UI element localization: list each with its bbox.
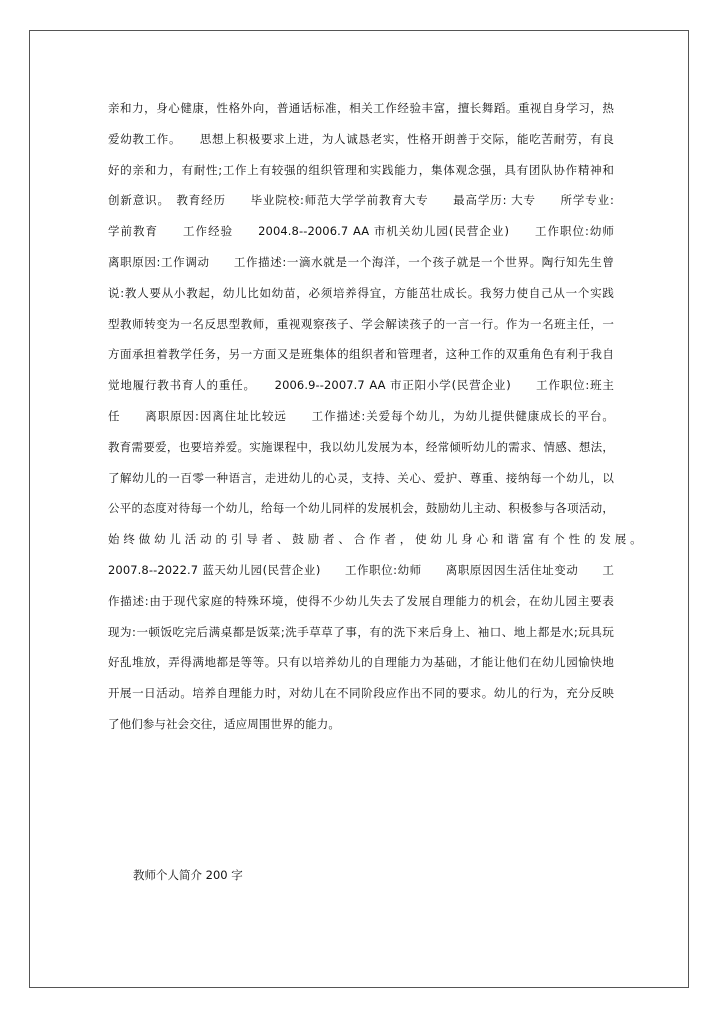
text-line: 了他们参与社会交往，适应周围世界的能力。 — [108, 716, 340, 731]
text-line: 现为:一顿饭吃完后满桌都是饭菜;洗手草草了事，有的洗下来后身上、袖口、地上都是水;玩具玩 — [108, 624, 614, 639]
text-line: 公平的态度对待每一个幼儿，给每一个幼儿同样的发展机会，鼓励幼儿主动、积极参与各项活动， — [108, 501, 614, 516]
text-line: 离职原因:工作调动 工作描述:一滴水就是一个海洋，一个孩子就是一个世界。陶行知先生曾 — [108, 254, 614, 269]
section-heading: 教师个人简介 200 字 — [133, 868, 243, 882]
text-line: 创新意识。 教育经历 毕业院校:师范大学学前教育大专 最高学历: 大专 所学专业: — [108, 193, 614, 208]
text-line: 爱幼教工作。 思想上积极要求上进，为人诚恳老实，性格开朗善于交际，能吃苦耐劳，有良 — [108, 131, 614, 146]
text-line: 始 终 做 幼 儿 活 动 的 引 导 者 、 鼓 励 者 、 合 作 者 ， 使 幼 儿 身 心 和 谐 富 有 个 性 的 发 展 。 — [108, 532, 642, 547]
text-line: 2007.8--2022.7 蓝天幼儿园(民营企业) 工作职位:幼师 离职原因因生活住址变动 工 — [108, 562, 614, 577]
text-line: 开展一日活动。培养自理能力时，对幼儿在不同阶段应作出不同的要求。幼儿的行为，充分反映 — [108, 686, 614, 701]
text-line: 说:教人要从小教起，幼儿比如幼苗，必须培养得宜，方能茁壮成长。我努力使自己从一个实践 — [108, 285, 614, 300]
text-line: 觉地履行教书育人的重任。 2006.9--2007.7 AA 市正阳小学(民营企业) 工作职位:班主 — [108, 378, 614, 393]
body-paragraph — [108, 93, 642, 740]
text-line: 任 离职原因:因离住址比较远 工作描述:关爱每个幼儿，为幼儿提供健康成长的平台。 — [108, 408, 614, 423]
text-line: 作描述:由于现代家庭的特殊环境，使得不少幼儿失去了发展自理能力的机会，在幼儿园主要表 — [108, 593, 614, 608]
text-line: 好乱堆放，弄得满地都是等等。只有以培养幼儿的自理能力为基础，才能让他们在幼儿园愉快地 — [108, 655, 614, 670]
text-line: 好的亲和力，有耐性;工作上有较强的组织管理和实践能力，集体观念强，具有团队协作精神和 — [108, 162, 614, 177]
text-line: 教育需要爱，也要培养爱。实施课程中，我以幼儿发展为本，经常倾听幼儿的需求、情感、想法， — [108, 439, 614, 454]
text-line: 方面承担着教学任务，另一方面又是班集体的组织者和管理者，这种工作的双重角色有利于我自 — [108, 347, 614, 362]
text-line: 型教师转变为一名反思型教师，重视观察孩子、学会解读孩子的一言一行。作为一名班主任，一 — [108, 316, 614, 331]
text-line: 了解幼儿的一百零一种语言，走进幼儿的心灵，支持、关心、爱护、尊重、接纳每一个幼儿，以 — [108, 470, 614, 485]
text-line: 亲和力，身心健康，性格外向，普通话标准，相关工作经验丰富，擅长舞蹈。重视自身学习，热 — [108, 101, 614, 115]
text-line: 学前教育 工作经验 2004.8--2006.7 AA 市机关幼儿园(民营企业) 工作职位:幼师 — [108, 224, 614, 239]
